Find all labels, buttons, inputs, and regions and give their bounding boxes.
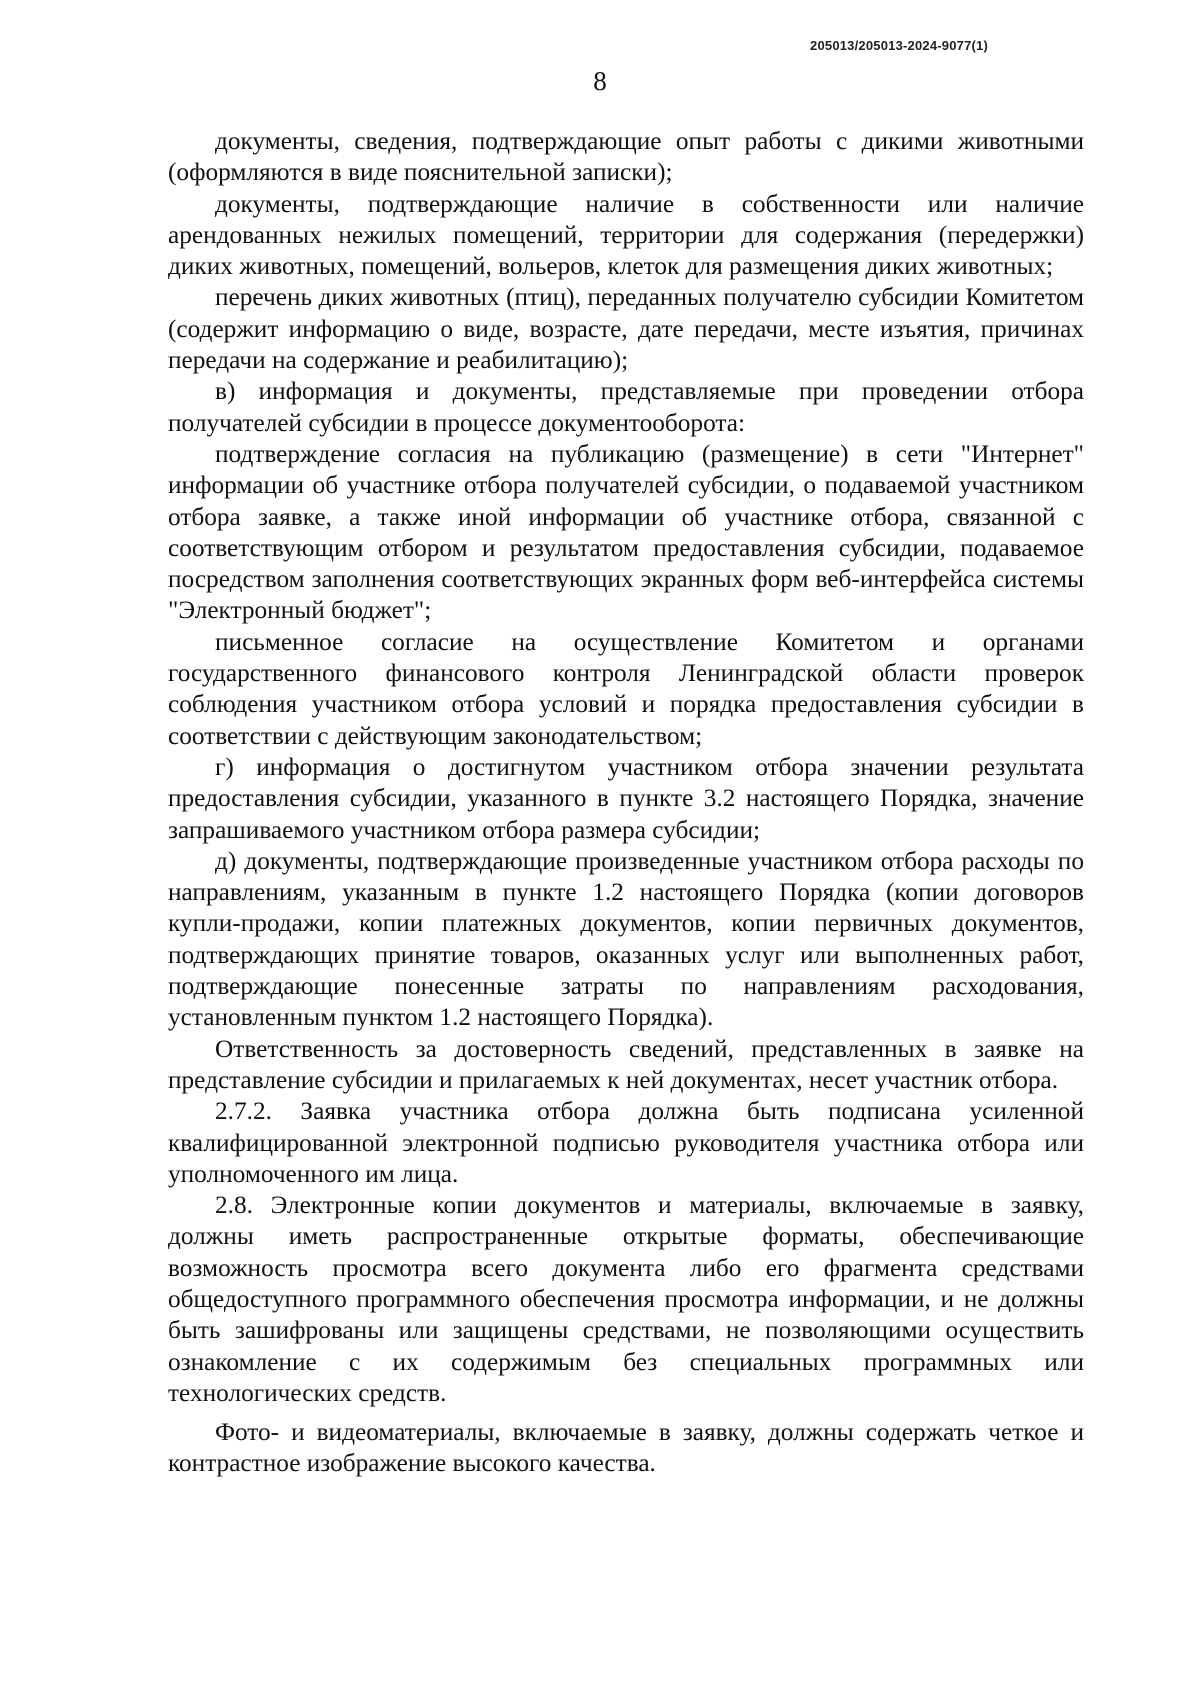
paragraph-item-v: в) информация и документы, представляемые при проведении отбора получателей субсидии в процессе документооборота: bbox=[168, 377, 1084, 437]
paragraph-publication-consent: подтверждение согласия на публикацию (размещение) в сети "Интернет" информации об участнике отбора получателей субсидии, о подаваемой участником отбора заявке, а также иной информации об участнике отбора, связанной с соответствующим отбором и результатом предоставления субсидии, подаваемое посредством заполнения соответствующих экранных форм веб-интерфейса системы "Электронный бюджет"; bbox=[168, 439, 1084, 625]
document-body bbox=[168, 126, 1084, 1480]
document-registration-number: 205013/205013-2024-9077(1) bbox=[810, 38, 988, 53]
paragraph-item-g: г) информация о достигнутом участником отбора значении результата предоставления субсидии, указанного в пункте 3.2 настоящего Порядка, значение запрашиваемого участником отбора размера субсидии; bbox=[168, 752, 1084, 844]
paragraph-inspection-consent: письменное согласие на осуществление Комитетом и органами государственного финансового контроля Ленинградской области проверок соблюдения участником отбора условий и порядка предоставления субсидии в соответствии с действующим законодательством; bbox=[168, 627, 1084, 750]
paragraph-animals-list: перечень диких животных (птиц), переданных получателю субсидии Комитетом (содержит информацию о виде, возрасте, дате передачи, месте изъятия, причинах передачи на содержание и реабилитацию); bbox=[168, 283, 1084, 375]
paragraph-2-8: 2.8. Электронные копии документов и материалы, включаемые в заявку, должны иметь распространенные открытые форматы, обеспечивающие возможность просмотра всего документа либо его фрагмента средствами общедоступного программного обеспечения просмотра информации, и не должны быть зашифрованы или защищены средствами, не позволяющими осуществить ознакомление с их содержимым без специальных программных или технологических средств. bbox=[168, 1191, 1084, 1407]
paragraph-experience-documents: документы, сведения, подтверждающие опыт работы с дикими животными (оформляются в виде пояснительной записки); bbox=[168, 127, 1084, 187]
paragraph-item-d: д) документы, подтверждающие произведенные участником отбора расходы по направлениям, указанным в пункте 1.2 настоящего Порядка (копии договоров купли-продажи, копии платежных документов, копии первичных документов, подтверждающих принятие товаров, оказанных услуг или выполненных работ, подтверждающие понесенные затраты по направлениям расходования, установленным пунктом 1.2 настоящего Порядка). bbox=[168, 846, 1084, 1032]
paragraph-responsibility: Ответственность за достоверность сведений, представленных в заявке на представление субсидии и прилагаемых к ней документах, несет участник отбора. bbox=[168, 1034, 1084, 1094]
page-number: 8 bbox=[593, 66, 607, 96]
paragraph-photo-video: Фото- и видеоматериалы, включаемые в заявку, должны содержать четкое и контрастное изображение высокого качества. bbox=[168, 1418, 1084, 1478]
paragraph-premises-documents: документы, подтверждающие наличие в собственности или наличие арендованных нежилых помещений, территории для содержания (передержки) диких животных, помещений, вольеров, клеток для размещения диких животных; bbox=[168, 189, 1084, 281]
paragraph-2-7-2: 2.7.2. Заявка участника отбора должна быть подписана усиленной квалифицированной электронной подписью руководителя участника отбора или уполномоченного им лица. bbox=[168, 1097, 1084, 1188]
